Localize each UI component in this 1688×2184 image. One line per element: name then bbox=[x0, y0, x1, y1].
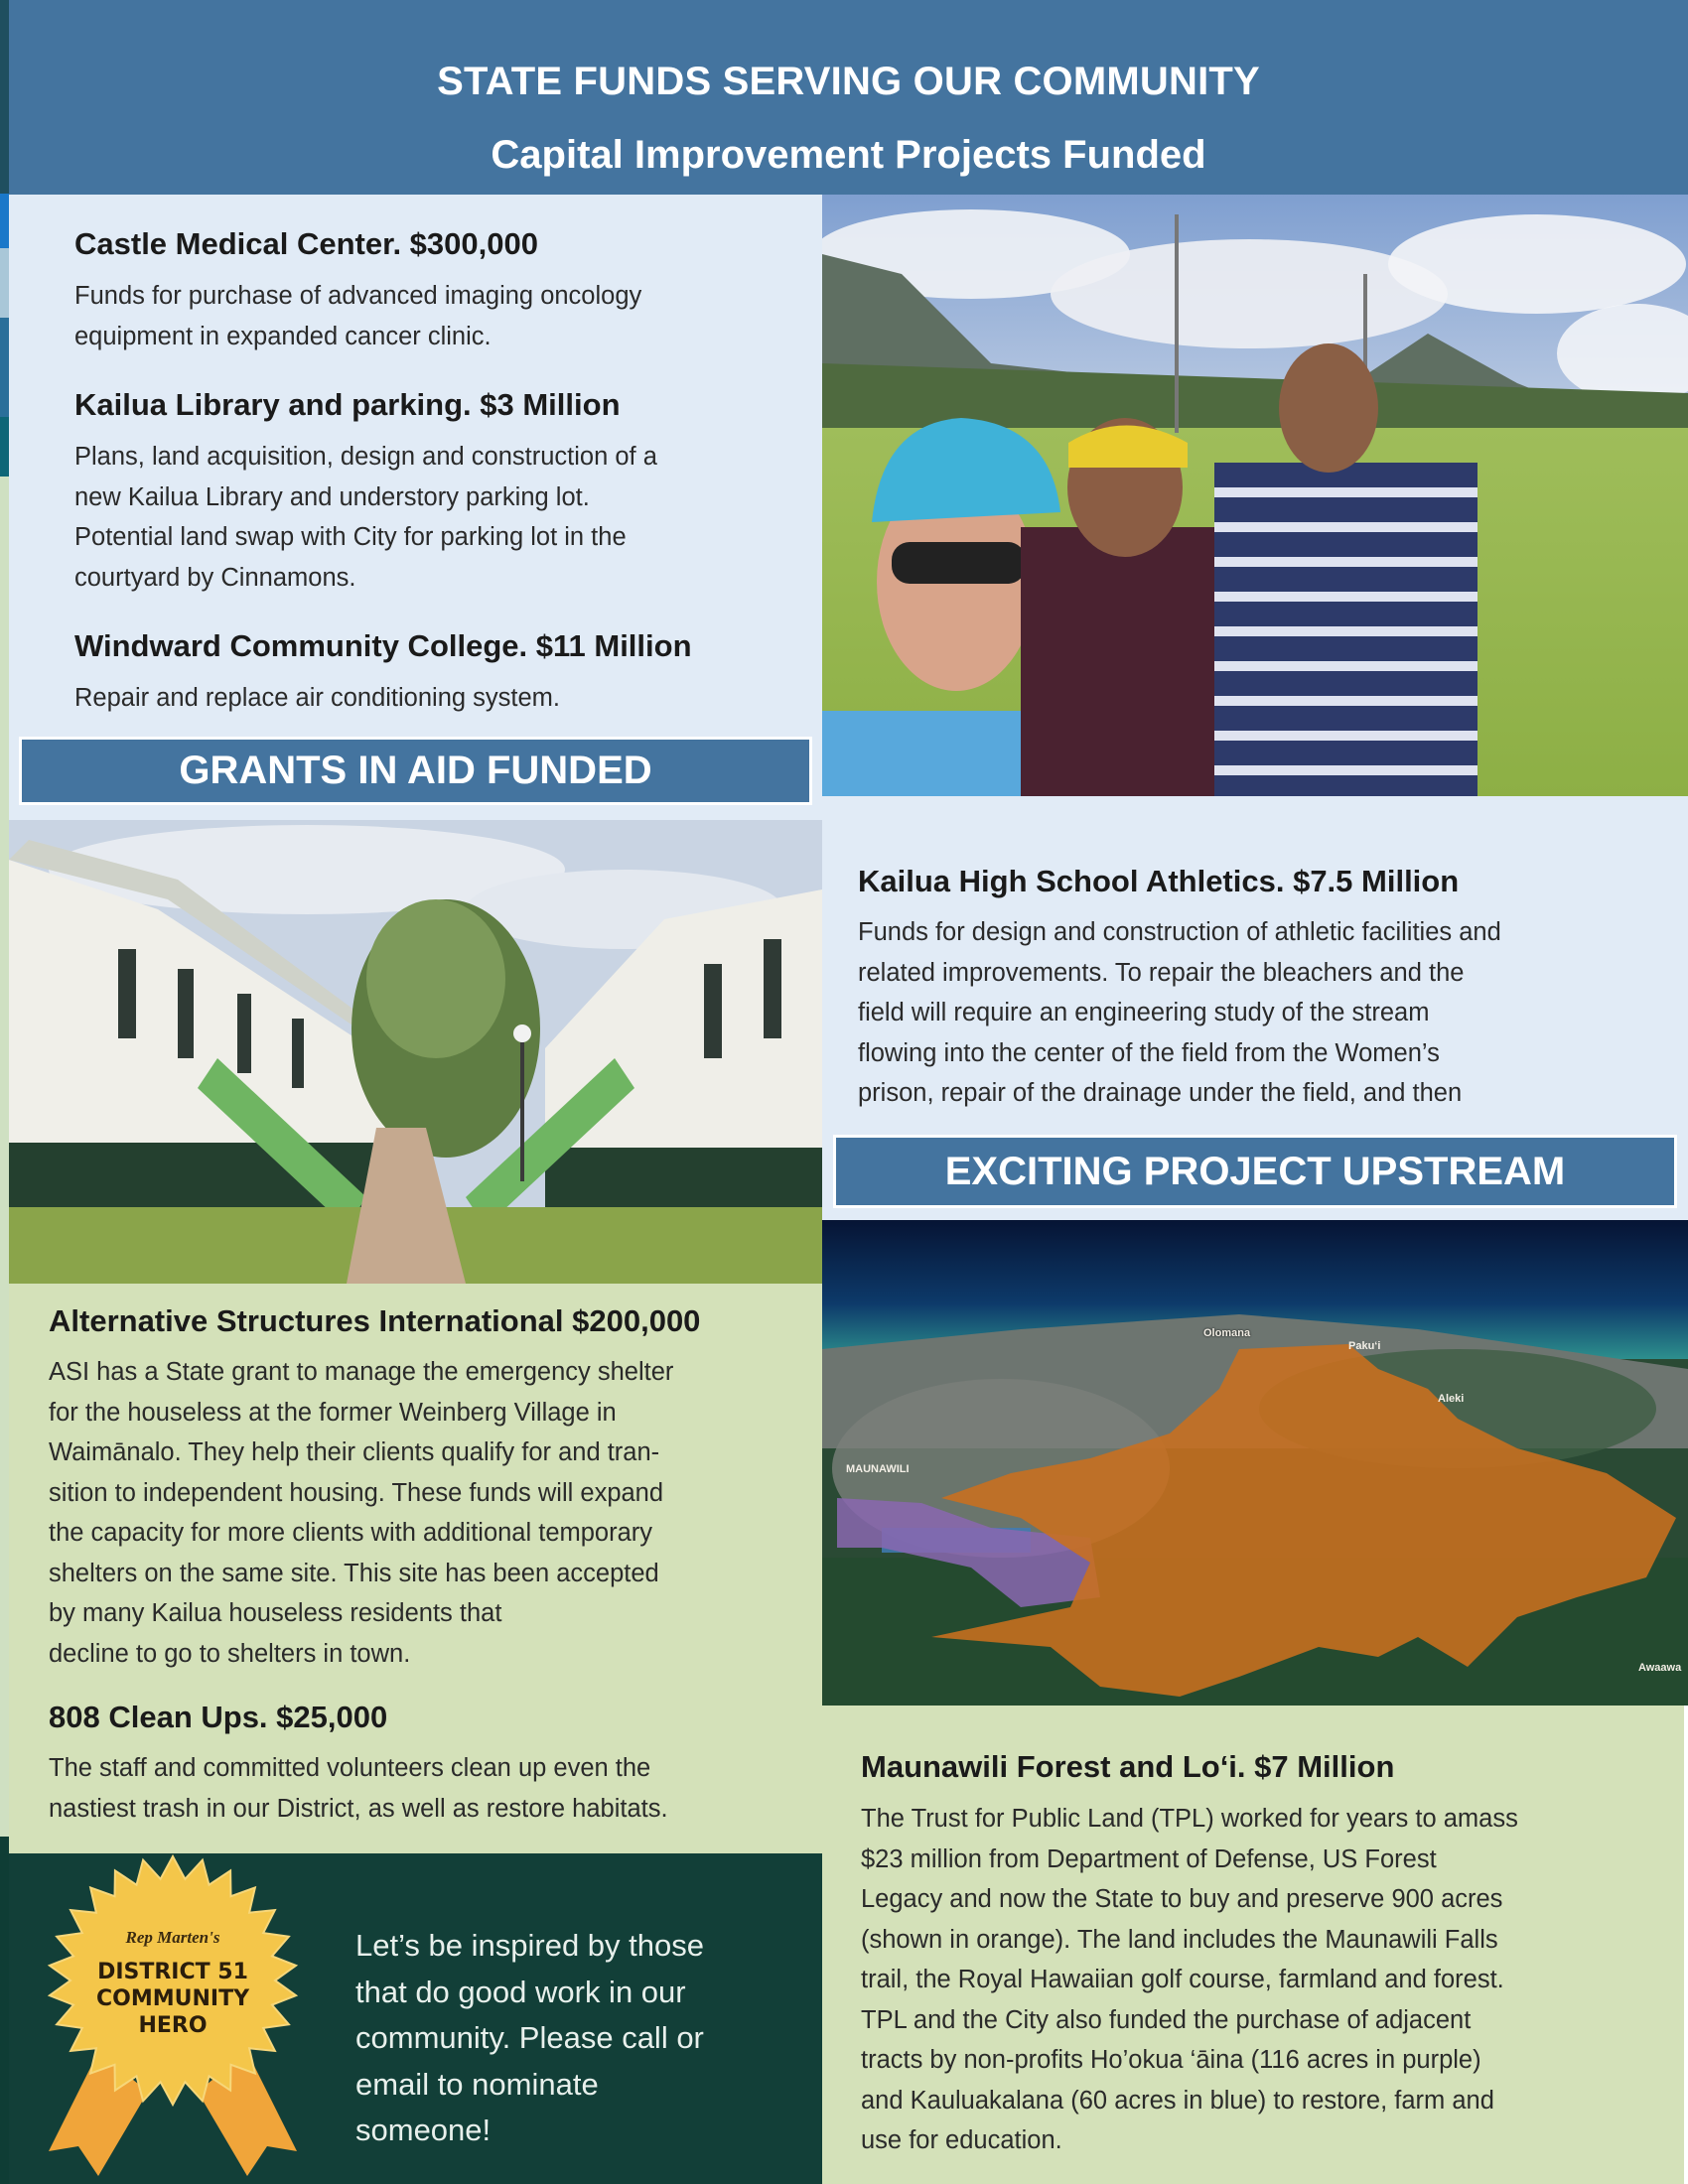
maunawili-panel bbox=[822, 1706, 1684, 2184]
cip-text-wcc bbox=[74, 678, 560, 719]
text-line: tracts by non-profits Ho’okua ‘āina (116 acres in purple) bbox=[861, 2046, 1481, 2074]
cip-heading-castle: Castle Medical Center. $300,000 bbox=[74, 226, 538, 261]
text-line: Plans, land acquisition, design and construction of a bbox=[74, 443, 657, 471]
text-line: and Kauluakalana (60 acres in blue) to restore, farm and bbox=[861, 2086, 1494, 2115]
cip-heading-library: Kailua Library and parking. $3 Million bbox=[74, 387, 621, 422]
hero-badge-icon bbox=[39, 1853, 307, 2184]
page-title: STATE FUNDS SERVING OUR COMMUNITY bbox=[437, 60, 1260, 103]
badge-line-2: COMMUNITY bbox=[95, 1986, 250, 2011]
grants-panel bbox=[9, 1284, 822, 1853]
athletics-heading: Kailua High School Athletics. $7.5 Million bbox=[858, 864, 1460, 898]
text-line: shelters on the same site. This site has been accepted bbox=[49, 1559, 659, 1587]
text-line: trail, the Royal Hawaiian golf course, farmland and forest. bbox=[861, 1966, 1504, 1993]
text-line: Funds for purchase of advanced imaging oncology bbox=[74, 282, 642, 310]
text-line: new Kailua Library and understory parking lot. bbox=[74, 482, 590, 511]
page-subtitle: Capital Improvement Projects Funded bbox=[491, 133, 1206, 177]
text-line: ASI has a State grant to manage the emergency shelter bbox=[49, 1358, 674, 1386]
shelter-photo-image bbox=[9, 820, 822, 1284]
map-label-pakui: Paku‘i bbox=[1348, 1340, 1381, 1352]
text-line: (shown in orange). The land includes the Maunawili Falls bbox=[861, 1925, 1498, 1954]
text-line: courtyard by Cinnamons. bbox=[74, 563, 356, 592]
text-line: TPL and the City also funded the purchase of adjacent bbox=[861, 2005, 1472, 2034]
cip-text-library bbox=[74, 437, 657, 598]
map-label-olomana: Olomana bbox=[1203, 1327, 1251, 1339]
badge-line-1: DISTRICT 51 bbox=[97, 1960, 248, 1984]
text-line: Repair and replace air conditioning system. bbox=[74, 684, 561, 712]
text-line: flowing into the center of the field from the Women’s bbox=[858, 1038, 1440, 1067]
text-line: decline to go to shelters in town. bbox=[49, 1639, 411, 1668]
text-line: Potential land swap with City for parking lot in the bbox=[74, 523, 627, 551]
cip-heading-wcc: Windward Community College. $11 Million bbox=[74, 628, 692, 663]
field-photo-image bbox=[822, 195, 1688, 796]
text-line: by many Kailua houseless residents that bbox=[49, 1599, 502, 1627]
athletics-text bbox=[858, 912, 1501, 1114]
badge-script-text: Rep Marten's bbox=[125, 1928, 220, 1947]
maunawili-text bbox=[861, 1799, 1518, 2161]
badge-line-3: HERO bbox=[138, 2013, 208, 2038]
text-line: community. Please call or bbox=[355, 2020, 704, 2055]
left-edge-strip bbox=[0, 0, 9, 2184]
text-line: for the houseless at the former Weinberg Village in bbox=[49, 1398, 617, 1427]
text-line: $23 million from Department of Defense, US Forest bbox=[861, 1844, 1437, 1873]
cip-panel bbox=[9, 195, 822, 820]
map-image bbox=[822, 1220, 1688, 1706]
text-line: The Trust for Public Land (TPL) worked for years to amass bbox=[861, 1805, 1518, 1833]
map-label-awaawa: Awaawa bbox=[1638, 1662, 1682, 1674]
text-line: nastiest trash in our District, as well as restore habitats. bbox=[49, 1794, 668, 1823]
athletics-field-photo bbox=[822, 195, 1688, 796]
text-line: The staff and committed volunteers clean up even the bbox=[49, 1754, 651, 1782]
community-hero-panel bbox=[9, 1853, 822, 2184]
text-line: related improvements. To repair the bleachers and the bbox=[858, 958, 1465, 987]
text-line: Funds for design and construction of athletic facilities and bbox=[858, 918, 1501, 946]
text-line: use for education. bbox=[861, 2126, 1062, 2154]
map-label-maunawili: MAUNAWILI bbox=[846, 1463, 910, 1475]
text-line: someone! bbox=[355, 2113, 492, 2147]
maunawili-heading: Maunawili Forest and Lo‘i. $7 Million bbox=[861, 1749, 1395, 1784]
grant-heading-asi: Alternative Structures International $200,000 bbox=[49, 1303, 701, 1338]
text-line: email to nominate bbox=[355, 2066, 599, 2102]
text-line: equipment in expanded cancer clinic. bbox=[74, 322, 492, 350]
text-line: Legacy and now the State to buy and preserve 900 acres bbox=[861, 1885, 1503, 1913]
cip-text-castle bbox=[74, 276, 641, 356]
text-line: that do good work in our bbox=[355, 1974, 686, 2009]
grant-text-cleanups bbox=[49, 1748, 668, 1829]
text-line: Waimānalo. They help their clients qualify for and tran- bbox=[49, 1438, 660, 1466]
grants-banner: GRANTS IN AID FUNDED bbox=[22, 740, 809, 802]
athletics-panel bbox=[822, 796, 1688, 1220]
text-line: Let’s be inspired by those bbox=[355, 1928, 704, 1963]
shelter-buildings-photo bbox=[9, 820, 822, 1284]
map-label-aleki: Aleki bbox=[1438, 1393, 1465, 1405]
text-line: the capacity for more clients with additional temporary bbox=[49, 1519, 653, 1547]
header-banner bbox=[9, 0, 1688, 195]
grant-heading-cleanups: 808 Clean Ups. $25,000 bbox=[49, 1700, 388, 1734]
maunawili-map bbox=[822, 1220, 1688, 1706]
upstream-banner: EXCITING PROJECT UPSTREAM bbox=[836, 1138, 1674, 1205]
hero-message bbox=[355, 1923, 704, 2154]
grant-text-asi bbox=[49, 1352, 673, 1674]
text-line: field will require an engineering study of the stream bbox=[858, 999, 1430, 1026]
text-line: prison, repair of the drainage under the field, and then bbox=[858, 1079, 1463, 1107]
text-line: sition to independent housing. These funds will expand bbox=[49, 1478, 664, 1507]
